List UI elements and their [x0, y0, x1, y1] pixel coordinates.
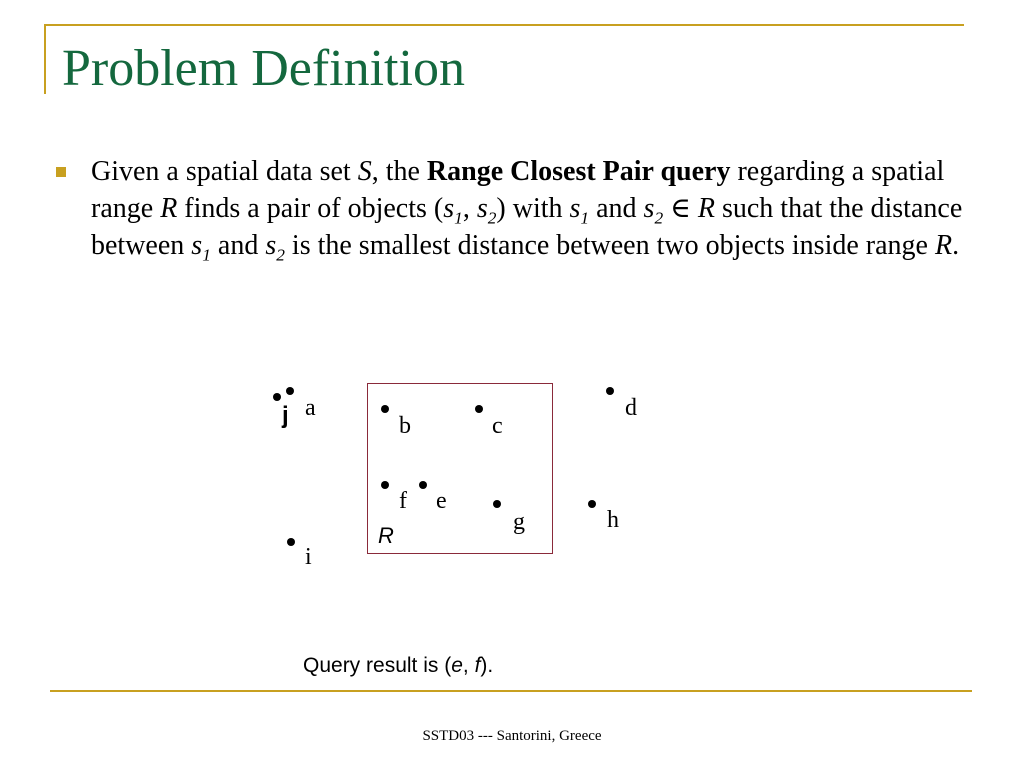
element-of-symbol: ∈ — [663, 193, 698, 224]
text-run: Given a spatial data set — [91, 156, 358, 187]
point-g-dot — [493, 500, 501, 508]
point-e-label: e — [436, 488, 447, 514]
subscript: 2 — [654, 208, 664, 228]
text-run-bold: Range Closest Pair query — [426, 156, 731, 187]
point-i-dot — [287, 538, 295, 546]
text-run: finds a pair of objects ( — [177, 193, 444, 224]
text-run: such that the distance between — [91, 193, 963, 261]
text-run-italic: R — [160, 193, 178, 224]
footer-rule — [50, 690, 972, 692]
subscript: 2 — [276, 245, 285, 265]
text-run: Query result is ( — [303, 654, 452, 677]
text-run-italic: e — [451, 654, 463, 677]
text-run: is the smallest distance between two objects inside range — [284, 230, 935, 261]
subscript: 2 — [487, 208, 497, 228]
problem-definition-text — [91, 153, 971, 264]
point-j-label: j — [282, 402, 289, 429]
text-run-italic: s — [643, 193, 655, 224]
point-c-dot — [475, 405, 483, 413]
text-run-italic: s — [569, 193, 581, 224]
text-run: ). — [480, 654, 494, 677]
text-run: regarding a spatial range — [91, 156, 945, 224]
text-run-italic: s — [443, 193, 455, 224]
point-e-dot — [419, 481, 427, 489]
range-label: R — [378, 523, 394, 548]
slide-title: Problem Definition — [62, 40, 465, 97]
point-f-label: f — [399, 488, 407, 514]
text-run: . — [952, 230, 960, 261]
text-run-italic: R — [697, 193, 715, 224]
point-d-label: d — [625, 395, 637, 421]
point-h-label: h — [607, 507, 619, 533]
subscript: 1 — [454, 208, 463, 228]
point-a-dot — [286, 387, 294, 395]
range-rectangle — [367, 383, 553, 554]
text-run: and — [210, 230, 266, 261]
query-result-text — [303, 654, 493, 678]
text-run: , the — [371, 156, 427, 187]
point-j-dot — [273, 393, 281, 401]
point-a-label: a — [305, 395, 316, 421]
text-run-italic: f — [474, 654, 481, 677]
text-run-italic: s — [265, 230, 277, 261]
text-run-italic: R — [934, 230, 953, 261]
point-g-label: g — [513, 509, 525, 535]
text-run: , — [462, 193, 477, 224]
text-run-italic: s — [191, 230, 203, 261]
text-run-italic: s — [476, 193, 488, 224]
subscript: 1 — [580, 208, 590, 228]
text-run: ) with — [496, 193, 570, 224]
point-b-dot — [381, 405, 389, 413]
point-d-dot — [606, 387, 614, 395]
slide-frame-left-rule — [44, 24, 46, 94]
point-f-dot — [381, 481, 389, 489]
slide-footer: SSTD03 --- Santorini, Greece — [422, 728, 602, 744]
point-b-label: b — [399, 413, 411, 439]
text-run: and — [589, 193, 644, 224]
subscript: 1 — [202, 245, 211, 265]
point-i-label: i — [305, 544, 312, 570]
bullet-square-icon — [56, 167, 66, 177]
text-run: , — [462, 654, 475, 677]
text-run-italic: S — [357, 156, 372, 187]
slide-frame-top-rule — [44, 24, 964, 26]
point-h-dot — [588, 500, 596, 508]
point-c-label: c — [492, 413, 503, 439]
